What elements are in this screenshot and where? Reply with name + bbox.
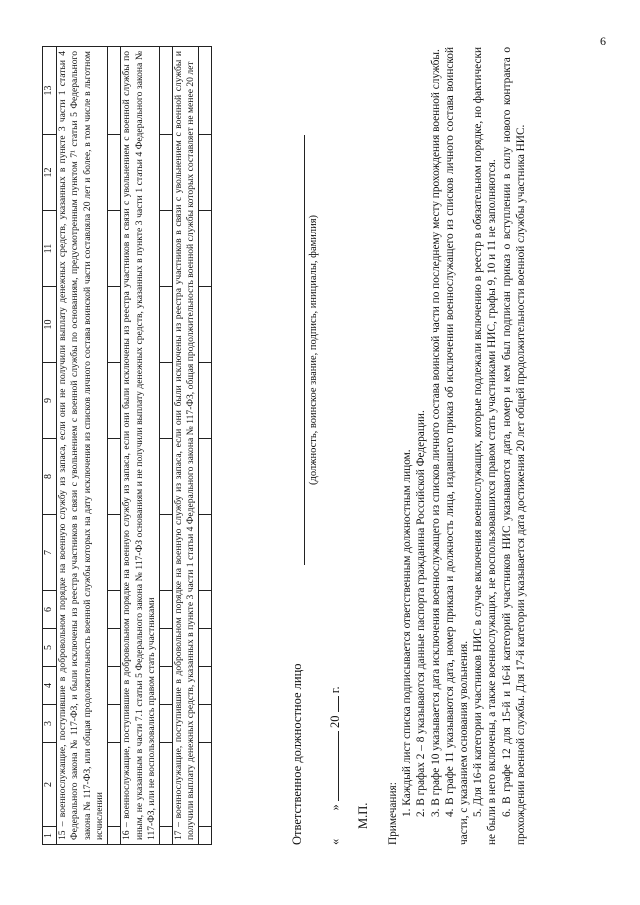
note-item: 5. Для 16-й категории участников НИС в случае включения военнослужащих, которые подлежали включению в реестр в обязательном порядке, но фактически не были в него включены, а также военнослужащих, не воспользовавшихся правом стать участниками НИС, графы 9, 10 и 11 не заполняются. <box>472 47 499 845</box>
notes-title: Примечания: <box>387 782 399 845</box>
registry-table <box>42 46 212 845</box>
signature-caption: (должность, воинское звание, подпись, инициалы, фамилия) <box>308 214 319 485</box>
category-row <box>172 47 198 845</box>
notes-section <box>386 47 528 845</box>
signature-line <box>304 135 305 565</box>
note-item: 1. Каждый лист списка подписывается ответственным должностным лицом. <box>401 449 414 817</box>
date-line <box>328 686 343 845</box>
column-number: 2 <box>43 743 57 827</box>
note-item: 2. В графах 2 – 8 указываются данные паспорта гражданина Российской Федерации. <box>415 410 428 817</box>
note-item: 6. В графе 12 для 15-й и 16-й категорий участников НИС указываются дата, номер и кем был подписан приказ о вступлении в силу нового контракта о прохождении военной службы. Для 17-й категории указывается дата достижения 20 лет общей продолжительности военной службы участника НИС. <box>500 47 527 845</box>
category-17-text: 17 – военнослужащие, поступившие в добровольном порядке на военную службу из запаса, если они были исключены из реестра участников в связи с увольнением с военной службы и получили выплату денежных средств, указанных в пункте 3 части 1 статьи 4 Федерального закона № 117-ФЗ, общая продолжительность военной службы которых составляет не менее 20 лет <box>172 47 198 845</box>
date-year-suffix: г. <box>328 686 342 694</box>
responsible-person-label: Ответственное должностное лицо <box>290 663 304 845</box>
column-number: 9 <box>43 363 57 439</box>
stamp-mark: М.П. <box>356 802 370 829</box>
date-open-quote: « <box>328 838 342 845</box>
column-number: 13 <box>43 47 57 135</box>
category-15-text: 15 – военнослужащие, поступившие в добровольном порядке на военную службу из запаса, если они не получили выплату денежных средств, указанных в пункте 3 части 1 статьи 4 Федерального закона № 117-ФЗ, и были исключены из реестра участников в связи с увольнением с военной службы по основаниям, предусмотренным пунктом 7¹ статьи 5 Федерального закона № 117-ФЗ, или общая продолжительность военной службы которых на дату исключения из списков личного состава воинской части составляла 20 лет и более, в том числе в льготном исчислении <box>56 47 107 845</box>
date-close-quote: » <box>328 804 342 811</box>
note-item: 3. В графе 10 указывается дата исключения военнослужащего из списков личного состава воинской части по последнему месту прохождения военной службы. <box>429 49 442 817</box>
table-header-row <box>43 47 57 845</box>
table-row <box>198 47 211 845</box>
category-row <box>56 47 107 845</box>
column-number: 1 <box>43 827 57 845</box>
page-number: 6 <box>600 34 606 48</box>
category-16-text: 16 – военнослужащие, поступившие в добровольном порядке на военную службу из запаса, если они были исключены из реестра участников в связи с увольнением с военной службы по иным, не указанным в части 7.1 статьи 5 Федерального закона № 117-ФЗ основаниям и не получили выплату денежных средств, указанных в пункте 3 части 1 статьи 4 Федерального закона № 117-ФЗ, или не воспользовались правом стать участниками <box>120 47 159 845</box>
column-number: 7 <box>43 515 57 591</box>
rotated-page-content <box>10 20 610 865</box>
date-year-prefix: 20 <box>328 715 342 728</box>
column-number: 8 <box>43 439 57 515</box>
column-number: 10 <box>43 287 57 363</box>
column-number: 12 <box>43 135 57 211</box>
column-number: 4 <box>43 667 57 705</box>
column-number: 5 <box>43 629 57 667</box>
column-number: 11 <box>43 211 57 287</box>
column-number: 3 <box>43 705 57 743</box>
table-row <box>107 47 120 845</box>
table-row <box>159 47 172 845</box>
category-row <box>120 47 159 845</box>
column-number: 6 <box>43 591 57 629</box>
note-item: 4. В графе 11 указываются дата, номер приказа и должность лица, издавшего приказ об исключении военнослужащего из списков личного состава воинской части, с указанием основания увольнения. <box>443 47 471 845</box>
